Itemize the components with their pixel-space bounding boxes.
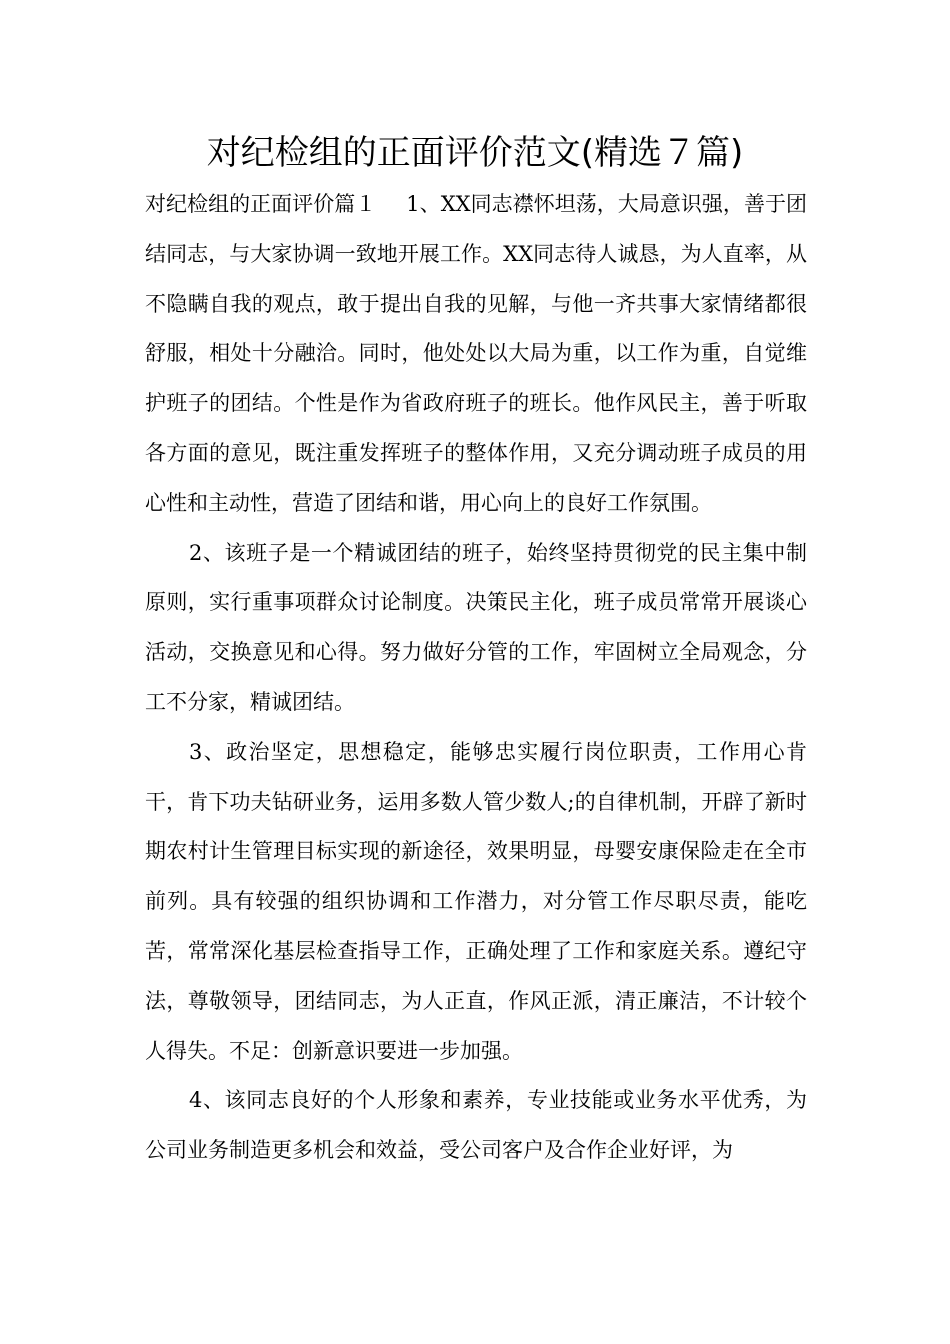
paragraph-1-text: 1、XX同志襟怀坦荡，大局意识强，善于团结同志，与大家协调一致地开展工作。XX同志待人诚恳，为人直率，从不隐瞒自我的观点，敢于提出自我的见解，与他一齐共事大家情绪都很舒服，相处十分融洽。同时，他处处以大局为重，以工作为重，自觉维护班子的团结。个性是作为省政府班子的班长。他作风民主，善于听取各方面的意见，既注重发挥班子的整体作用，又充分调动班子成员的用心性和主动性，营造了团结和谐，用心向上的良好工作氛围。 [145,192,807,515]
paragraph-4: 4、该同志良好的个人形象和素养，专业技能或业务水平优秀，为公司业务制造更多机会和效益，受公司客户及合作企业好评，为 [145,1088,807,1163]
paragraph-3: 3、政治坚定，思想稳定，能够忠实履行岗位职责，工作用心肯干，肯下功夫钻研业务，运用多数人管少数人;的自律机制，开辟了新时期农村计生管理目标实现的新途径，效果明显，母婴安康保险走在全市前列。具有较强的组织协调和工作潜力，对分管工作尽职尽责，能吃苦，常常深化基层检查指导工作，正确处理了工作和家庭关系。遵纪守法，尊敬领导，团结同志，为人正直，作风正派，清正廉洁，不计较个人得失。不足：创新意识要进一步加强。 [145,739,807,1063]
section-label: 对纪检组的正面评价篇１ [145,192,377,216]
document-body [145,180,807,1176]
document-title: 对纪检组的正面评价范文(精选７篇) [206,133,744,173]
paragraph-2: 2、该班子是一个精诚团结的班子，始终坚持贯彻党的民主集中制原则，实行重事项群众讨论制度。决策民主化，班子成员常常开展谈心活动，交换意见和心得。努力做好分管的工作，牢固树立全局观念，分工不分家，精诚团结。 [145,540,807,714]
paragraph-1 [145,180,807,529]
